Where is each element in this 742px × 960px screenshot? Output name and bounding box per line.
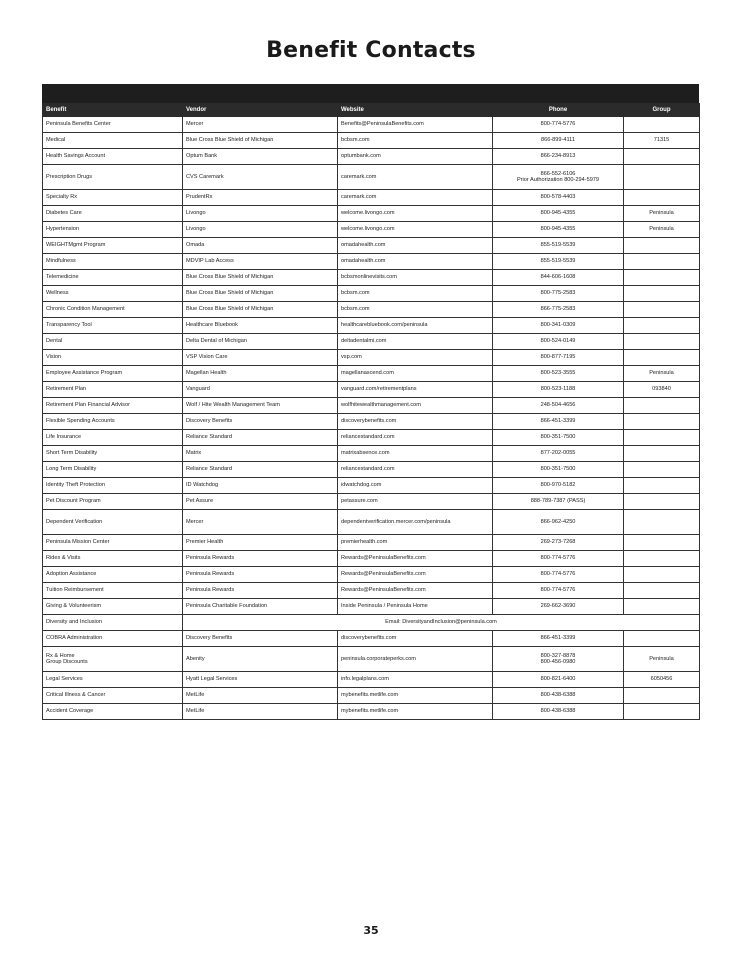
website-link[interactable]: omadahealth.com [338, 238, 493, 254]
benefit-cell: Peninsula Benefits Center [43, 117, 183, 133]
table-row [43, 631, 700, 647]
website-link[interactable]: discoverybenefits.com [338, 631, 493, 647]
group-cell [624, 704, 700, 720]
table-row [43, 382, 700, 398]
vendor-cell: Mercer [183, 510, 338, 535]
vendor-cell: Wolf / Hite Wealth Management Team [183, 398, 338, 414]
phone-cell: 866-775-2583 [493, 302, 624, 318]
website-link[interactable]: Rewards@PeninsulaBenefits.com [338, 583, 493, 599]
table-row [43, 270, 700, 286]
group-cell: 71315 [624, 133, 700, 149]
diversity-email-cell[interactable]: Email: DiversityandInclusion@peninsula.com [183, 615, 700, 631]
phone-cell: 800-970-5182 [493, 478, 624, 494]
vendor-cell: Reliance Standard [183, 462, 338, 478]
table-row [43, 672, 700, 688]
vendor-cell: Omada [183, 238, 338, 254]
column-header-vendor: Vendor [183, 104, 338, 117]
table-row [43, 446, 700, 462]
table-row [43, 462, 700, 478]
group-cell [624, 631, 700, 647]
vendor-cell: Livongo [183, 206, 338, 222]
column-header-benefit: Benefit [43, 104, 183, 117]
vendor-cell: Blue Cross Blue Shield of Michigan [183, 302, 338, 318]
group-cell [624, 254, 700, 270]
group-cell [624, 478, 700, 494]
phone-cell: 800-775-2583 [493, 286, 624, 302]
phone-cell: 800-821-6400 [493, 672, 624, 688]
website-link[interactable]: welcome.livongo.com [338, 206, 493, 222]
group-cell [624, 583, 700, 599]
table-row [43, 688, 700, 704]
phone-cell: 855-519-5539 [493, 254, 624, 270]
phone-cell: 800-774-5776 [493, 567, 624, 583]
phone-cell: 800-351-7500 [493, 430, 624, 446]
vendor-cell: VSP Vision Care [183, 350, 338, 366]
benefit-cell: Legal Services [43, 672, 183, 688]
phone-cell: 800-341-0309 [493, 318, 624, 334]
benefit-cell: Flexible Spending Accounts [43, 414, 183, 430]
benefit-cell: Employee Assistance Program [43, 366, 183, 382]
vendor-cell: Blue Cross Blue Shield of Michigan [183, 133, 338, 149]
vendor-cell: Pet Assure [183, 494, 338, 510]
benefit-cell: Long Term Disability [43, 462, 183, 478]
benefit-cell: Specialty Rx [43, 190, 183, 206]
phone-cell: 248-504-4656 [493, 398, 624, 414]
benefit-cell: COBRA Administration [43, 631, 183, 647]
group-cell: 093840 [624, 382, 700, 398]
group-cell: Peninsula [624, 222, 700, 238]
website-link[interactable]: vanguard.com/retirementplans [338, 382, 493, 398]
vendor-cell: MetLife [183, 704, 338, 720]
group-cell [624, 599, 700, 615]
website-link[interactable]: wolfhitewealthmanagement.com [338, 398, 493, 414]
group-cell [624, 414, 700, 430]
phone-cell: 800-578-4403 [493, 190, 624, 206]
group-cell [624, 149, 700, 165]
group-cell: Peninsula [624, 647, 700, 672]
website-link[interactable]: bcbsm.com [338, 286, 493, 302]
table-row [43, 366, 700, 382]
website-link[interactable]: dependentverification.mercer.com/peninsula [338, 510, 493, 535]
phone-cell: 800-523-1188 [493, 382, 624, 398]
benefit-cell: Chronic Condition Management [43, 302, 183, 318]
table-row [43, 478, 700, 494]
vendor-cell: ID Watchdog [183, 478, 338, 494]
benefit-cell: Life Insurance [43, 430, 183, 446]
phone-cell: 866-962-4250 [493, 510, 624, 535]
vendor-cell: Peninsula Charitable Foundation [183, 599, 338, 615]
benefit-cell: Tuition Reimbursement [43, 583, 183, 599]
phone-cell: 800-524-0149 [493, 334, 624, 350]
website-link[interactable]: reliancestandard.com [338, 462, 493, 478]
phone-cell: 800-438-6388 [493, 704, 624, 720]
vendor-cell: Blue Cross Blue Shield of Michigan [183, 270, 338, 286]
group-cell [624, 270, 700, 286]
website-link[interactable]: healthcarebluebook.com/peninsula [338, 318, 493, 334]
phone-cell: 866-552-6106 Prior Authorization 800-294-5979 [493, 165, 624, 190]
group-cell [624, 535, 700, 551]
group-cell [624, 688, 700, 704]
vendor-cell: Vanguard [183, 382, 338, 398]
website-link[interactable]: peninsula.corporateperks.com [338, 647, 493, 672]
table-row [43, 647, 700, 672]
website-link[interactable]: mybenefits.metlife.com [338, 688, 493, 704]
benefit-contacts-table [42, 103, 700, 720]
table-row [43, 535, 700, 551]
page-title: Benefit Contacts [266, 38, 476, 63]
vendor-cell: Blue Cross Blue Shield of Michigan [183, 286, 338, 302]
group-cell [624, 398, 700, 414]
table-row [43, 599, 700, 615]
group-cell [624, 165, 700, 190]
phone-cell: 800-438-6388 [493, 688, 624, 704]
vendor-cell: Delta Dental of Michigan [183, 334, 338, 350]
phone-cell: 800-523-3555 [493, 366, 624, 382]
table-row [43, 302, 700, 318]
vendor-cell: Hyatt Legal Services [183, 672, 338, 688]
benefit-cell: Rides & Visits [43, 551, 183, 567]
vendor-cell: Discovery Benefits [183, 631, 338, 647]
table-row [43, 238, 700, 254]
group-cell [624, 334, 700, 350]
column-header-phone: Phone [493, 104, 624, 117]
phone-cell: 269-273-7268 [493, 535, 624, 551]
website-link[interactable]: deltadentalmi.com [338, 334, 493, 350]
table-row [43, 583, 700, 599]
table-row [43, 149, 700, 165]
group-cell [624, 462, 700, 478]
table-header-row [43, 104, 700, 117]
benefit-cell: Health Savings Account [43, 149, 183, 165]
column-header-group: Group [624, 104, 700, 117]
phone-cell: 800-351-7500 [493, 462, 624, 478]
group-cell [624, 238, 700, 254]
website-link[interactable]: bcbsmonlinevisits.com [338, 270, 493, 286]
table-body [43, 117, 700, 720]
table-row [43, 430, 700, 446]
table-row [43, 286, 700, 302]
group-cell: Peninsula [624, 206, 700, 222]
website-link[interactable]: mybenefits.metlife.com [338, 704, 493, 720]
website-link[interactable]: caremark.com [338, 165, 493, 190]
benefit-cell: Pet Discount Program [43, 494, 183, 510]
group-cell [624, 350, 700, 366]
column-header-website: Website [338, 104, 493, 117]
group-cell: Peninsula [624, 366, 700, 382]
website-link[interactable]: Rewards@PeninsulaBenefits.com [338, 551, 493, 567]
phone-cell: 877-202-0055 [493, 446, 624, 462]
phone-cell: 888-789-7387 (PASS) [493, 494, 624, 510]
vendor-cell: CVS Caremark [183, 165, 338, 190]
group-cell [624, 430, 700, 446]
vendor-cell: PrudentRx [183, 190, 338, 206]
phone-cell: 866-451-3399 [493, 414, 624, 430]
benefit-cell: Telemedicine [43, 270, 183, 286]
benefit-cell: Short Term Disability [43, 446, 183, 462]
website-link[interactable]: discoverybenefits.com [338, 414, 493, 430]
website-link[interactable]: reliancestandard.com [338, 430, 493, 446]
table-row [43, 165, 700, 190]
website-link[interactable]: premierhealth.com [338, 535, 493, 551]
benefit-cell: Dependent Verification [43, 510, 183, 535]
group-cell [624, 510, 700, 535]
vendor-cell: Magellan Health [183, 366, 338, 382]
website-link[interactable]: bcbsm.com [338, 302, 493, 318]
benefit-cell: Retirement Plan Financial Advisor [43, 398, 183, 414]
website-link[interactable]: magellanascend.com [338, 366, 493, 382]
phone-cell: 800-774-5776 [493, 117, 624, 133]
table-row [43, 254, 700, 270]
website-link[interactable]: petassure.com [338, 494, 493, 510]
benefit-cell: Hypertension [43, 222, 183, 238]
website-link[interactable]: bcbsm.com [338, 133, 493, 149]
phone-cell: 800-774-5776 [493, 583, 624, 599]
benefit-cell: Retirement Plan [43, 382, 183, 398]
table-row [43, 704, 700, 720]
table-row [43, 206, 700, 222]
vendor-cell: Peninsula Rewards [183, 567, 338, 583]
website-link[interactable]: optumbank.com [338, 149, 493, 165]
table-banner [42, 84, 699, 103]
table-row [43, 190, 700, 206]
website-link[interactable]: welcome.livongo.com [338, 222, 493, 238]
vendor-cell: Discovery Benefits [183, 414, 338, 430]
website-link[interactable]: omadahealth.com [338, 254, 493, 270]
vendor-cell: Matrix [183, 446, 338, 462]
vendor-cell: Mercer [183, 117, 338, 133]
table-row [43, 334, 700, 350]
group-cell [624, 302, 700, 318]
benefit-cell: Transparency Tool [43, 318, 183, 334]
vendor-cell: Peninsula Rewards [183, 583, 338, 599]
phone-cell: 800-877-7195 [493, 350, 624, 366]
phone-cell: 866-451-3399 [493, 631, 624, 647]
website-link[interactable]: matrixabsence.com [338, 446, 493, 462]
benefit-cell: Vision [43, 350, 183, 366]
phone-cell: 269-662-3690 [493, 599, 624, 615]
benefit-cell: Adoption Assistance [43, 567, 183, 583]
website-link[interactable]: idwatchdog.com [338, 478, 493, 494]
table-row [43, 615, 700, 631]
vendor-cell: Peninsula Rewards [183, 551, 338, 567]
vendor-cell: MetLife [183, 688, 338, 704]
group-cell [624, 190, 700, 206]
phone-cell: 800-945-4355 [493, 222, 624, 238]
table-row [43, 567, 700, 583]
phone-cell: 800-945-4355 [493, 206, 624, 222]
benefit-cell: Peninsula Mission Center [43, 535, 183, 551]
vendor-cell: MDVIP Lab Access [183, 254, 338, 270]
table-row [43, 133, 700, 149]
benefit-cell: Critical Illness & Cancer [43, 688, 183, 704]
table-row [43, 222, 700, 238]
website-link[interactable]: caremark.com [338, 190, 493, 206]
table-row [43, 117, 700, 133]
website-link[interactable]: vsp.com [338, 350, 493, 366]
group-cell: 6050456 [624, 672, 700, 688]
table-row [43, 414, 700, 430]
benefit-cell: Prescription Drugs [43, 165, 183, 190]
table-row [43, 494, 700, 510]
benefit-cell: Medical [43, 133, 183, 149]
group-cell [624, 494, 700, 510]
benefit-cell: WEIGHTMgmt Program [43, 238, 183, 254]
phone-cell: 866-234-8913 [493, 149, 624, 165]
website-link[interactable]: info.legalplans.com [338, 672, 493, 688]
benefit-cell: Rx & Home Group Discounts [43, 647, 183, 672]
phone-cell: 844-606-1608 [493, 270, 624, 286]
table-row [43, 350, 700, 366]
vendor-cell: Optum Bank [183, 149, 338, 165]
vendor-cell: Premier Health [183, 535, 338, 551]
group-cell [624, 446, 700, 462]
benefit-cell: Wellness [43, 286, 183, 302]
benefit-cell: Dental [43, 334, 183, 350]
website-link[interactable]: Inside Peninsula / Peninsula Home [338, 599, 493, 615]
phone-cell: 866-899-4111 [493, 133, 624, 149]
group-cell [624, 117, 700, 133]
group-cell [624, 567, 700, 583]
phone-cell: 855-519-5539 [493, 238, 624, 254]
table-row [43, 551, 700, 567]
benefit-cell: Diversity and Inclusion [43, 615, 183, 631]
group-cell [624, 286, 700, 302]
page-number: 35 [363, 924, 379, 937]
benefit-contacts-table-wrapper [42, 84, 699, 720]
table-row [43, 318, 700, 334]
vendor-cell: Healthcare Bluebook [183, 318, 338, 334]
table-row [43, 510, 700, 535]
benefit-cell: Giving & Volunteerism [43, 599, 183, 615]
table-row [43, 398, 700, 414]
group-cell [624, 551, 700, 567]
benefit-cell: Mindfulness [43, 254, 183, 270]
vendor-cell: Reliance Standard [183, 430, 338, 446]
group-cell [624, 318, 700, 334]
website-link[interactable]: Rewards@PeninsulaBenefits.com [338, 567, 493, 583]
phone-cell: 800-774-5776 [493, 551, 624, 567]
vendor-cell: Abenity [183, 647, 338, 672]
benefit-cell: Accident Coverage [43, 704, 183, 720]
vendor-cell: Livongo [183, 222, 338, 238]
phone-cell: 800-327-8878 800-456-0980 [493, 647, 624, 672]
benefit-cell: Diabetes Care [43, 206, 183, 222]
benefit-cell: Identity Theft Protection [43, 478, 183, 494]
website-link[interactable]: Benefits@PeninsulaBenefits.com [338, 117, 493, 133]
